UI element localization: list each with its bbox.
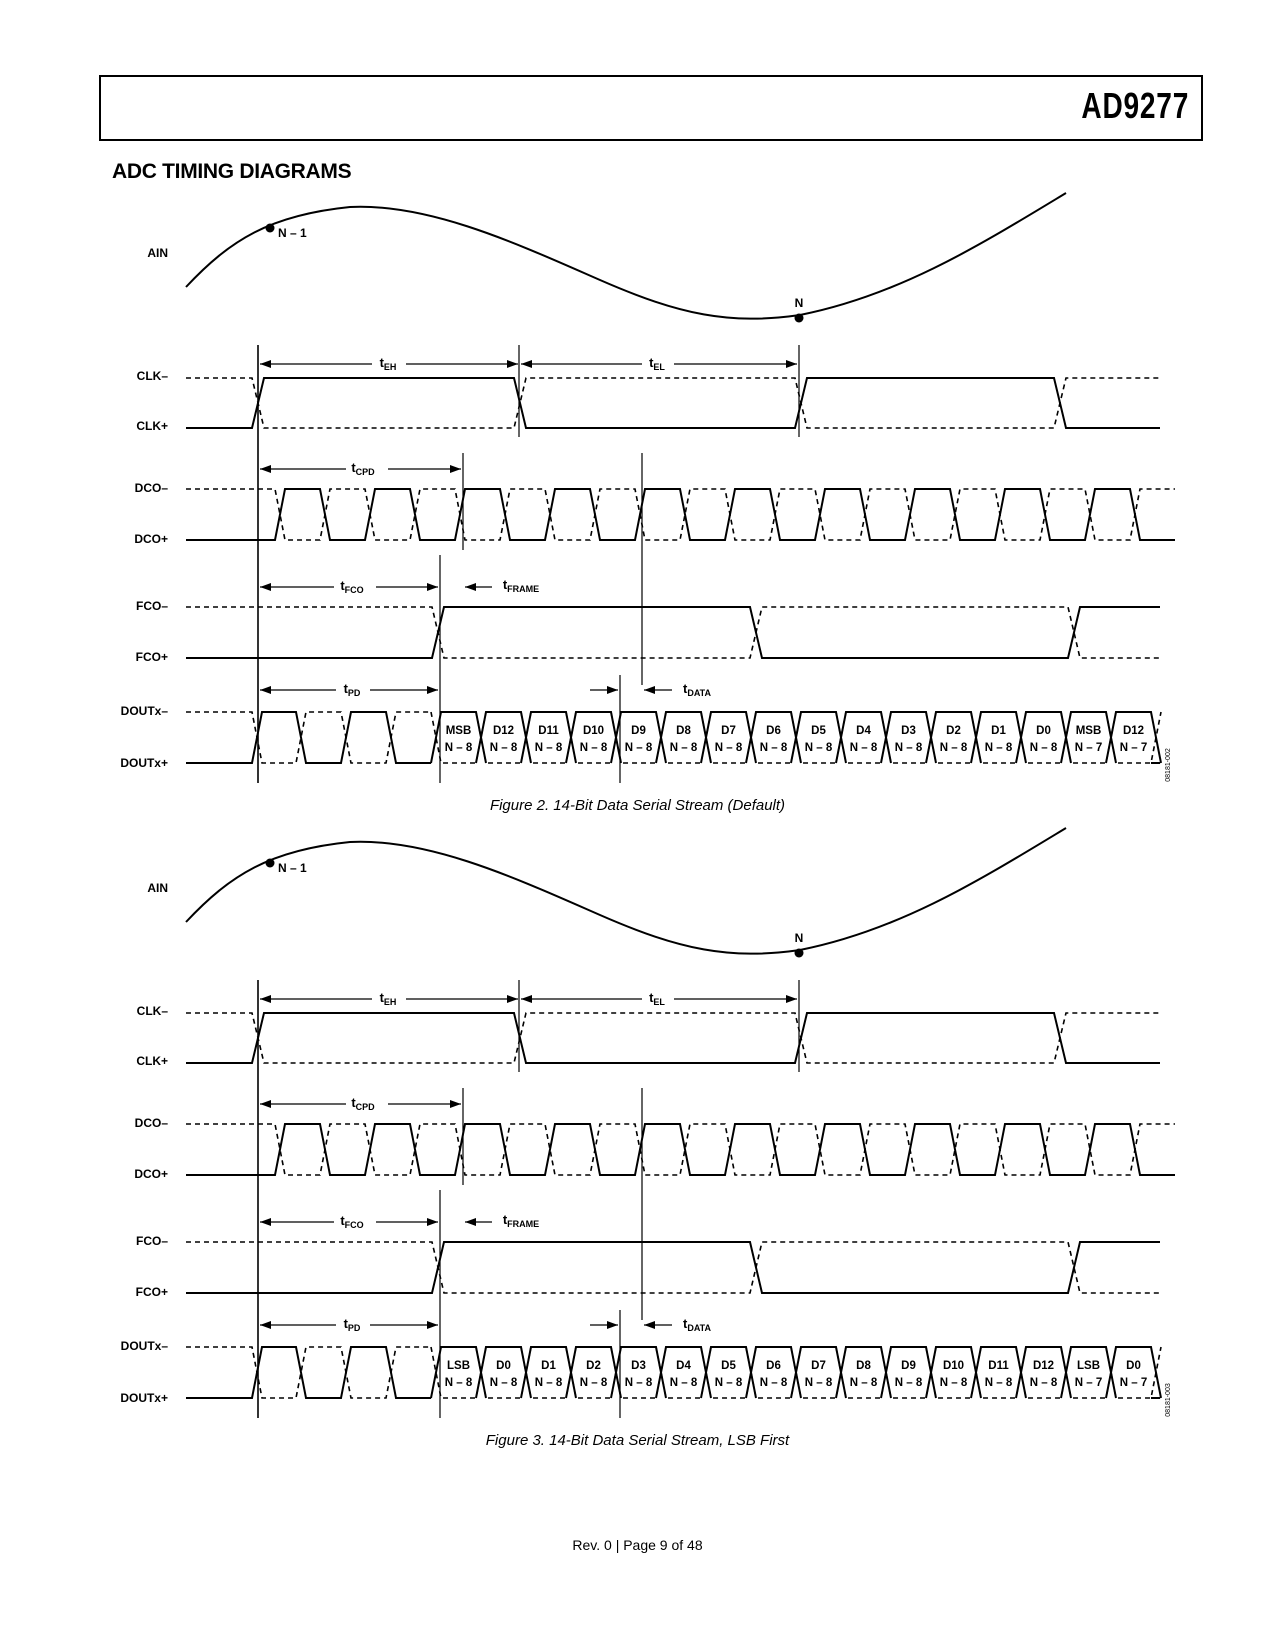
signal-label-clk-neg: CLK–	[136, 369, 168, 383]
tframe-label: $t_{FRAME}$	[502, 1212, 540, 1229]
data-bit-label: D5	[721, 1360, 736, 1372]
data-bit-label: D4	[676, 1360, 691, 1372]
dco-pos-waveform	[186, 489, 1175, 540]
timing-diagram-svg	[0, 185, 1275, 785]
data-sample-label: N – 7	[1119, 742, 1148, 754]
signal-label-dco-pos: DCO+	[134, 532, 168, 546]
data-sample-label: N – 8	[984, 1377, 1013, 1389]
tel-label: $t_{EL}$	[649, 990, 665, 1007]
tfco-label: $t_{FCO}$	[340, 578, 364, 595]
data-bit-label: D1	[541, 1360, 556, 1372]
signal-label-clk-pos: CLK+	[136, 419, 168, 433]
clk-pos-waveform	[186, 378, 1160, 428]
data-sample-label: N – 8	[849, 742, 878, 754]
tel-arrow-head-left	[521, 995, 532, 1003]
teh-arrow-head-right	[507, 995, 518, 1003]
data-sample-label: N – 8	[714, 1377, 743, 1389]
data-bit-label: D12	[1032, 1360, 1055, 1372]
fco-neg-waveform	[186, 1242, 1160, 1293]
tfco-label: $t_{FCO}$	[340, 1213, 364, 1230]
teh-arrow-head-right	[507, 360, 518, 368]
data-bit-label: D0	[496, 1360, 511, 1372]
fco-pos-waveform	[186, 607, 1160, 658]
signal-label-doutx-pos: DOUTx+	[120, 1391, 168, 1405]
data-bit-label: D0	[1126, 1360, 1141, 1372]
tpd-arrow-head-right	[427, 1321, 438, 1329]
figure-2-caption: Figure 2. 14-Bit Data Serial Stream (Default)	[489, 797, 786, 814]
data-sample-label: N – 8	[1029, 1377, 1058, 1389]
fco-pos-waveform	[186, 1242, 1160, 1293]
data-bit-label: D6	[766, 725, 781, 737]
data-sample-label: N – 8	[444, 1377, 473, 1389]
signal-label-fco-pos: FCO+	[135, 1285, 168, 1299]
tfco-arrow-head-left	[260, 1218, 271, 1226]
data-sample-label: N – 8	[939, 1377, 968, 1389]
dco-pos-waveform	[186, 1124, 1175, 1175]
teh-arrow-head-left	[260, 360, 271, 368]
sample-label-n: N	[794, 296, 804, 310]
sample-label-n: N	[794, 931, 804, 945]
tdata-arrow-right-head-left	[644, 686, 655, 694]
data-bit-label: D5	[811, 725, 826, 737]
signal-label-dco-pos: DCO+	[134, 1167, 168, 1181]
data-sample-label: N – 7	[1074, 742, 1103, 754]
data-sample-label: N – 8	[489, 742, 518, 754]
sample-point-n	[795, 949, 804, 958]
sample-label-n-minus-1: N – 1	[278, 226, 307, 240]
tfco-arrow-head-left	[260, 583, 271, 591]
signal-label-ain: AIN	[147, 246, 168, 260]
tcpd-arrow-head-right	[450, 1100, 461, 1108]
data-sample-label: N – 7	[1074, 1377, 1103, 1389]
figure-image-id: 08181-002	[1165, 748, 1172, 782]
data-bit-label: D11	[538, 725, 559, 737]
figure-3-caption: Figure 3. 14-Bit Data Serial Stream, LSB First	[485, 1432, 790, 1449]
data-sample-label: N – 8	[759, 742, 788, 754]
timing-diagram-figure-2	[0, 185, 1275, 785]
data-bit-label: D12	[492, 725, 515, 737]
data-sample-label: N – 8	[624, 1377, 653, 1389]
tcpd-arrow-head-right	[450, 465, 461, 473]
data-bit-label: D4	[856, 725, 871, 737]
clk-neg-waveform	[186, 1013, 1160, 1063]
signal-label-clk-pos: CLK+	[136, 1054, 168, 1068]
tdata-label: $t_{DATA}$	[682, 681, 712, 698]
data-sample-label: N – 8	[849, 1377, 878, 1389]
data-bit-label: MSB	[445, 725, 472, 737]
figure-image-id: 08181-003	[1165, 1383, 1172, 1417]
tframe-arrow-head-left	[465, 583, 476, 591]
tframe-arrow-head-left	[465, 1218, 476, 1226]
data-sample-label: N – 8	[759, 1377, 788, 1389]
signal-label-dco-neg: DCO–	[134, 1116, 168, 1130]
signal-label-fco-pos: FCO+	[135, 650, 168, 664]
data-bit-label: D7	[721, 725, 736, 737]
page-footer: Rev. 0 | Page 9 of 48	[572, 1537, 703, 1553]
tel-arrow-head-right	[786, 995, 797, 1003]
data-bit-label: D11	[988, 1360, 1009, 1372]
data-sample-label: N – 8	[669, 1377, 698, 1389]
data-sample-label: N – 7	[1119, 1377, 1148, 1389]
tel-arrow-head-left	[521, 360, 532, 368]
ain-waveform	[186, 828, 1066, 954]
clk-neg-waveform	[186, 378, 1160, 428]
data-sample-label: N – 8	[939, 742, 968, 754]
timing-diagram-figure-3	[0, 820, 1275, 1420]
signal-label-ain: AIN	[147, 881, 168, 895]
clk-pos-waveform	[186, 1013, 1160, 1063]
data-sample-label: N – 8	[1029, 742, 1058, 754]
teh-label: $t_{EH}$	[379, 355, 397, 372]
data-sample-label: N – 8	[984, 742, 1013, 754]
data-bit-label: D6	[766, 1360, 781, 1372]
data-sample-label: N – 8	[624, 742, 653, 754]
tdata-arrow-right-head-left	[644, 1321, 655, 1329]
data-bit-label: D1	[991, 725, 1006, 737]
data-sample-label: N – 8	[444, 742, 473, 754]
sample-point-n-minus-1	[266, 859, 275, 868]
section-title: ADC TIMING DIAGRAMS	[112, 160, 352, 183]
signal-label-clk-neg: CLK–	[136, 1004, 168, 1018]
data-sample-label: N – 8	[714, 742, 743, 754]
data-bit-label: D9	[901, 1360, 916, 1372]
tframe-label: $t_{FRAME}$	[502, 577, 540, 594]
signal-label-doutx-neg: DOUTx–	[120, 1339, 168, 1353]
data-sample-label: N – 8	[804, 742, 833, 754]
tfco-arrow-head-right	[427, 1218, 438, 1226]
data-sample-label: N – 8	[894, 742, 923, 754]
sample-label-n-minus-1: N – 1	[278, 861, 307, 875]
data-bit-label: LSB	[1077, 1360, 1100, 1372]
timing-diagram-svg	[0, 820, 1275, 1420]
tpd-label: $t_{PD}$	[343, 1316, 361, 1333]
ain-waveform	[186, 193, 1066, 319]
data-bit-label: D8	[856, 1360, 871, 1372]
tfco-arrow-head-right	[427, 583, 438, 591]
signal-label-fco-neg: FCO–	[135, 1234, 168, 1248]
data-bit-label: D3	[901, 725, 916, 737]
tdata-label: $t_{DATA}$	[682, 1316, 712, 1333]
data-sample-label: N – 8	[579, 742, 608, 754]
tpd-arrow-head-left	[260, 686, 271, 694]
data-sample-label: N – 8	[804, 1377, 833, 1389]
teh-arrow-head-left	[260, 995, 271, 1003]
data-sample-label: N – 8	[669, 742, 698, 754]
tpd-label: $t_{PD}$	[343, 681, 361, 698]
tpd-arrow-head-left	[260, 1321, 271, 1329]
tel-arrow-head-right	[786, 360, 797, 368]
data-bit-label: D7	[811, 1360, 826, 1372]
signal-label-dco-neg: DCO–	[134, 481, 168, 495]
tcpd-label: $t_{CPD}$	[351, 460, 375, 477]
data-bit-label: D2	[586, 1360, 601, 1372]
signal-label-doutx-neg: DOUTx–	[120, 704, 168, 718]
tel-label: $t_{EL}$	[649, 355, 665, 372]
tcpd-arrow-head-left	[260, 465, 271, 473]
data-sample-label: N – 8	[534, 1377, 563, 1389]
data-bit-label: D2	[946, 725, 961, 737]
tcpd-arrow-head-left	[260, 1100, 271, 1108]
data-bit-label: MSB	[1075, 725, 1102, 737]
data-bit-label: D10	[942, 1360, 965, 1372]
data-sample-label: N – 8	[489, 1377, 518, 1389]
teh-label: $t_{EH}$	[379, 990, 397, 1007]
data-sample-label: N – 8	[894, 1377, 923, 1389]
data-bit-label: D3	[631, 1360, 646, 1372]
signal-label-fco-neg: FCO–	[135, 599, 168, 613]
sample-point-n	[795, 314, 804, 323]
data-sample-label: N – 8	[534, 742, 563, 754]
fco-neg-waveform	[186, 607, 1160, 658]
tcpd-label: $t_{CPD}$	[351, 1095, 375, 1112]
sample-point-n-minus-1	[266, 224, 275, 233]
data-bit-label: D10	[582, 725, 605, 737]
page-header	[99, 75, 1203, 141]
signal-label-doutx-pos: DOUTx+	[120, 756, 168, 770]
data-bit-label: LSB	[447, 1360, 470, 1372]
tpd-arrow-head-right	[427, 686, 438, 694]
data-bit-label: D9	[631, 725, 646, 737]
data-sample-label: N – 8	[579, 1377, 608, 1389]
data-bit-label: D0	[1036, 725, 1051, 737]
data-bit-label: D12	[1122, 725, 1145, 737]
part-number: AD9277	[1081, 85, 1189, 126]
tdata-arrow-left-head-right	[607, 1321, 618, 1329]
tdata-arrow-left-head-right	[607, 686, 618, 694]
data-bit-label: D8	[676, 725, 691, 737]
